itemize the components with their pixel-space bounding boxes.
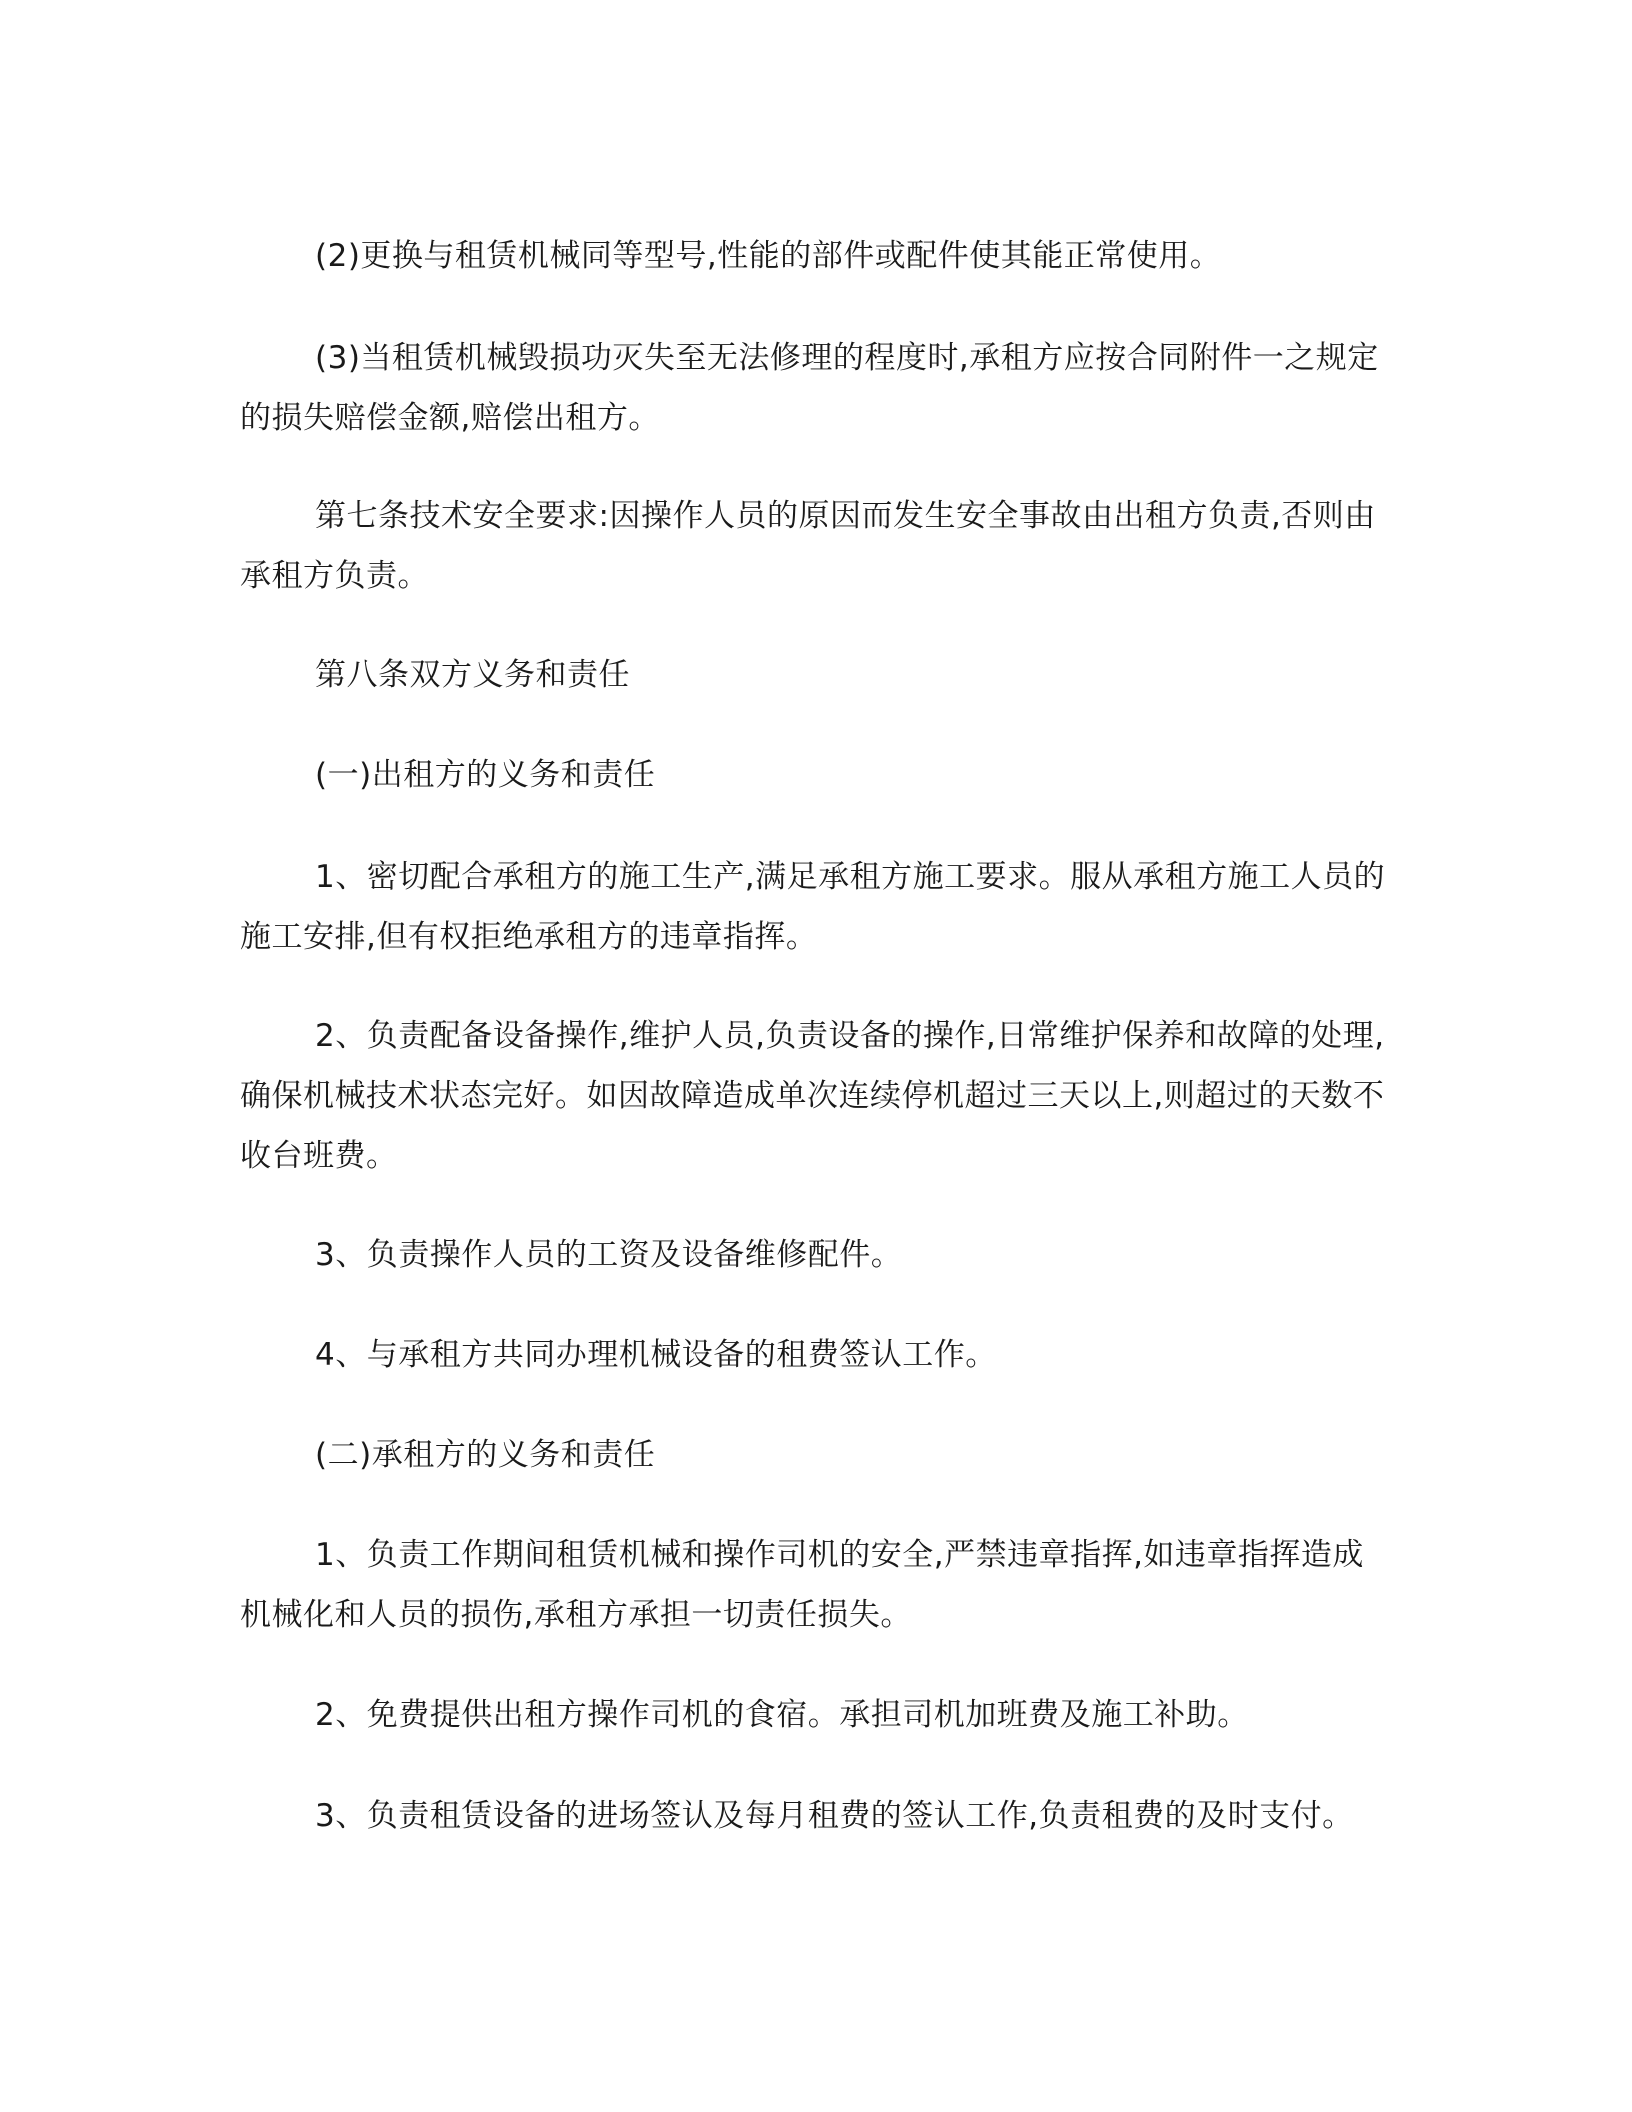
paragraph-lessor-item-4: 4、与承租方共同办理机械设备的租费签认工作。 — [315, 1337, 997, 1373]
paragraph-lessor-heading: (一)出租方的义务和责任 — [315, 757, 656, 793]
paragraph-lessee-item-2: 2、免费提供出租方操作司机的食宿。承担司机加班费及施工补助。 — [315, 1697, 1249, 1733]
paragraph-replace-parts: (2)更换与租赁机械同等型号,性能的部件或配件使其能正常使用。 — [315, 238, 1222, 274]
paragraph-damage-compensation: (3)当租赁机械毁损功灭失至无法修理的程度时,承租方应按合同附件一之规定的损失赔偿金额,赔偿出租方。 — [240, 340, 1379, 436]
paragraph-article-8-heading: 第八条双方义务和责任 — [315, 657, 630, 693]
paragraph-lessee-heading: (二)承租方的义务和责任 — [315, 1437, 656, 1473]
paragraph-lessor-item-2: 2、负责配备设备操作,维护人员,负责设备的操作,日常维护保养和故障的处理,确保机械技术状态完好。如因故障造成单次连续停机超过三天以上,则超过的天数不收台班费。 — [240, 1018, 1385, 1174]
paragraph-lessor-item-1: 1、密切配合承租方的施工生产,满足承租方施工要求。服从承租方施工人员的施工安排,但有权拒绝承租方的违章指挥。 — [240, 859, 1386, 955]
paragraph-lessee-item-1: 1、负责工作期间租赁机械和操作司机的安全,严禁违章指挥,如违章指挥造成机械化和人员的损伤,承租方承担一切责任损失。 — [240, 1537, 1364, 1633]
paragraph-lessee-item-3: 3、负责租赁设备的进场签认及每月租费的签认工作,负责租费的及时支付。 — [315, 1798, 1354, 1834]
paragraph-article-7-safety: 第七条技术安全要求:因操作人员的原因而发生安全事故由出租方负责,否则由承租方负责。 — [240, 498, 1376, 594]
paragraph-lessor-item-3: 3、负责操作人员的工资及设备维修配件。 — [315, 1237, 903, 1273]
